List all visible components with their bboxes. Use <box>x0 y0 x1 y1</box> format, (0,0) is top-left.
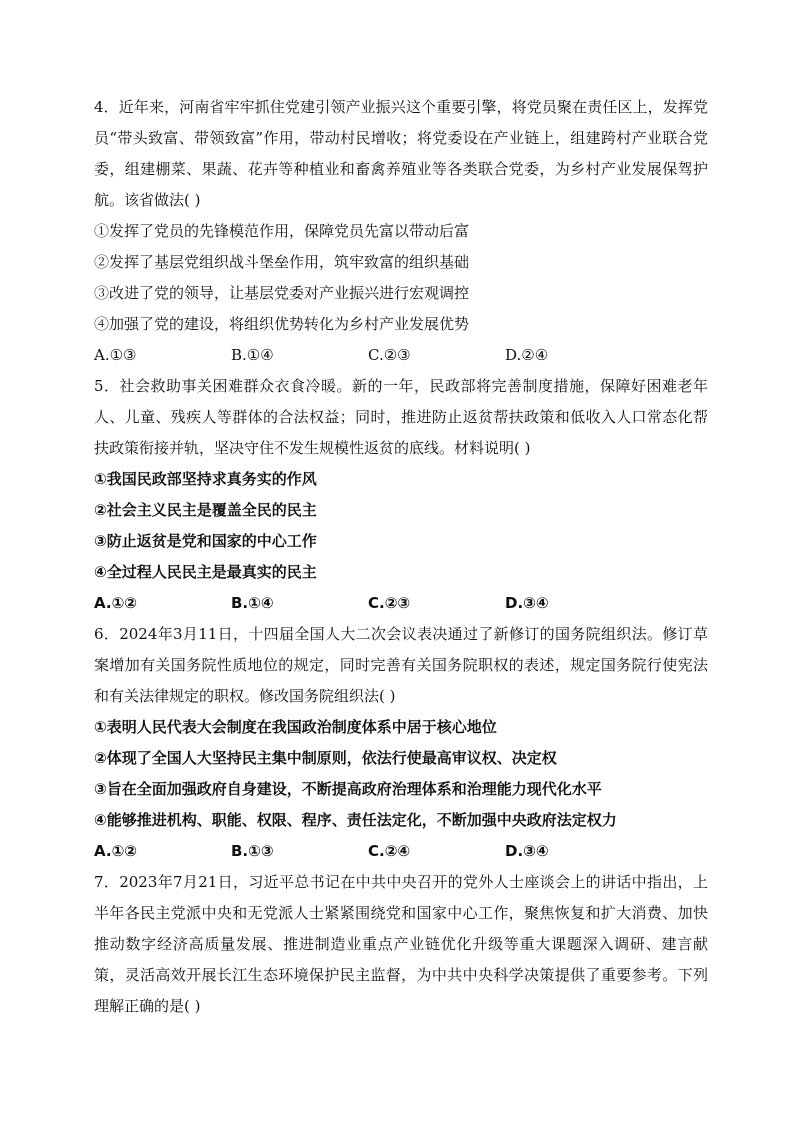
answer-choices <box>94 340 708 371</box>
choice-a: A.①② <box>94 842 137 860</box>
choice-b: B.①③ <box>231 842 274 860</box>
question-stem: 6．2024年3月11日，十四届全国人大二次会议表决通过了新修订的国务院组织法。修订草案增加有关国务院性质地位的规定，同时完善有关国务院职权的表述，规定国务院行使宪法和有关法律规定的职权。修改国务院组织法( ) <box>94 625 708 705</box>
option-statement: ②体现了全国人大坚持民主集中制原则，依法行使最高审议权、决定权 <box>94 749 557 767</box>
question-5 <box>94 371 708 619</box>
answer-choices <box>94 588 708 619</box>
question-4 <box>94 92 708 371</box>
choice-c: C.②③ <box>368 346 411 364</box>
option-statement: ③改进了党的领导，让基层党委对产业振兴进行宏观调控 <box>94 284 470 302</box>
choice-a: A.①③ <box>94 346 137 364</box>
question-7 <box>94 867 708 1022</box>
question-stem: 4．近年来，河南省牢牢抓住党建引领产业振兴这个重要引擎，将党员聚在责任区上，发挥党员“带头致富、带领致富”作用，带动村民增收；将党委设在产业链上，组建跨村产业联合党委，组建棚菜、果蔬、花卉等种植业和畜禽养殖业等各类联合党委，为乡村产业发展保驾护航。该省做法( ) <box>94 98 708 209</box>
question-stem: 7．2023年7月21日，习近平总书记在中共中央召开的党外人士座谈会上的讲话中指出，上半年各民主党派中央和无党派人士紧紧围绕党和国家中心工作，聚焦恢复和扩大消费、加快推动数字经济高质量发展、推进制造业重点产业链优化升级等重大课题深入调研、建言献策，灵活高效开展长江生态环境保护民主监督，为中共中央科学决策提供了重要参考。下列理解正确的是( ) <box>94 873 708 1015</box>
option-statement: ②发挥了基层党组织战斗堡垒作用，筑牢致富的组织基础 <box>94 253 470 271</box>
option-statement: ③防止返贫是党和国家的中心工作 <box>94 532 317 550</box>
option-statement: ③旨在全面加强政府自身建设，不断提高政府治理体系和治理能力现代化水平 <box>94 780 602 798</box>
choice-b: B.①④ <box>231 346 274 364</box>
option-statement: ②社会主义民主是覆盖全民的民主 <box>94 501 317 519</box>
choice-c: C.②④ <box>368 842 411 860</box>
option-statement: ①发挥了党员的先锋模范作用，保障党员先富以带动后富 <box>94 222 470 240</box>
option-statement: ④加强了党的建设，将组织优势转化为乡村产业发展优势 <box>94 315 470 333</box>
answer-choices <box>94 836 708 867</box>
choice-d: D.③④ <box>505 842 549 860</box>
choice-c: C.②③ <box>368 594 411 612</box>
choice-d: D.②④ <box>505 346 549 364</box>
question-6 <box>94 619 708 867</box>
choice-a: A.①② <box>94 594 137 612</box>
option-statement: ④能够推进机构、职能、权限、程序、责任法定化，不断加强中央政府法定权力 <box>94 811 617 829</box>
question-stem: 5．社会救助事关困难群众衣食冷暖。新的一年，民政部将完善制度措施，保障好困难老年人、儿童、残疾人等群体的合法权益；同时，推进防止返贫帮扶政策和低收入人口常态化帮扶政策衔接并轨，坚决守住不发生规模性返贫的底线。材料说明( ) <box>94 377 708 457</box>
option-statement: ①表明人民代表大会制度在我国政治制度体系中居于核心地位 <box>94 718 497 736</box>
option-statement: ④全过程人民民主是最真实的民主 <box>94 563 317 581</box>
option-statement: ①我国民政部坚持求真务实的作风 <box>94 470 317 488</box>
choice-d: D.③④ <box>505 594 549 612</box>
choice-b: B.①④ <box>231 594 274 612</box>
